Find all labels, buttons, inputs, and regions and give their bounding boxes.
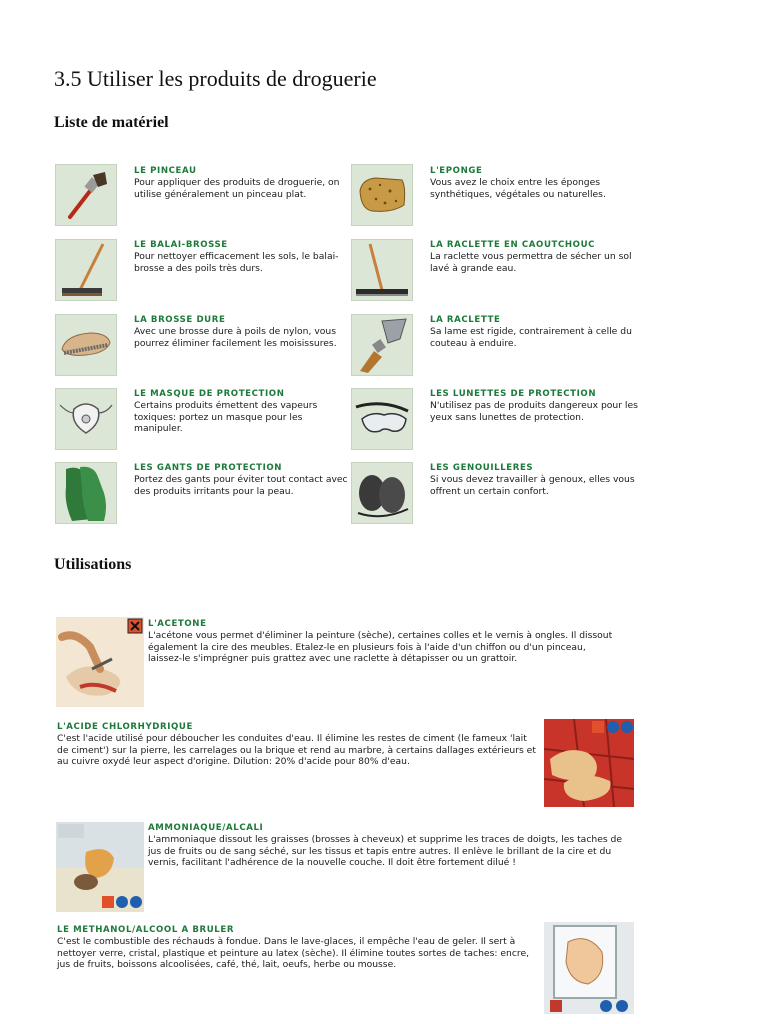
material-description: Pour appliquer des produits de droguerie, on utilise généralement un pinceau plat. [134, 177, 340, 200]
material-item-broom [134, 240, 349, 274]
material-title: LE MASQUE DE PROTECTION [134, 389, 285, 399]
use-item-ammonia [148, 823, 626, 869]
use-description: C'est le combustible des réchauds à fondue. Dans le lave-glaces, il empêche l'eau de geler. Il sert à nettoyer verre, cristal, plastique et peinture au latex (sèche). Il élimine toutes sortes de taches: encre, jus de fruits, boissons alcoolisées, café, thé, lait, oeufs, herbe ou mousse. [57, 936, 530, 971]
material-item-scraper [430, 315, 645, 349]
use-title: L'ACETONE [148, 619, 207, 629]
material-description: Portez des gants pour éviter tout contact avec des produits irritants pour la peau. [134, 474, 348, 497]
material-item-paintbrush [134, 166, 349, 200]
use-title: AMMONIAQUE/ALCALI [148, 823, 264, 833]
scrub-brush-icon [55, 314, 117, 376]
material-description: Vous avez le choix entre les éponges synthétiques, végétales ou naturelles. [430, 177, 606, 200]
material-description: Avec une brosse dure à poils de nylon, vous pourrez éliminer facilement les moisissures. [134, 326, 337, 349]
material-description: Sa lame est rigide, contrairement à celle du couteau à enduire. [430, 326, 632, 349]
material-item-knee-pads [430, 463, 645, 497]
sponge-icon [351, 164, 413, 226]
material-title: LES GANTS DE PROTECTION [134, 463, 283, 473]
goggles-icon [351, 388, 413, 450]
material-title: LE PINCEAU [134, 166, 197, 176]
material-item-squeegee [430, 240, 645, 274]
material-description: La raclette vous permettra de sécher un sol lavé à grande eau. [430, 251, 632, 274]
knee-pads-icon [351, 462, 413, 524]
material-item-scrub-brush [134, 315, 349, 349]
section-heading-materials: Liste de matériel [54, 114, 169, 131]
material-title: L'EPONGE [430, 166, 483, 176]
material-item-mask [134, 389, 349, 435]
material-item-sponge [430, 166, 645, 200]
ammonia-illustration [56, 822, 144, 912]
material-description: N'utilisez pas de produits dangereux pour les yeux sans lunettes de protection. [430, 400, 638, 423]
hydrochloric-acid-illustration [544, 719, 634, 807]
material-title: LA BROSSE DURE [134, 315, 226, 325]
material-description: Pour nettoyer efficacement les sols, le balai-brosse a des poils très durs. [134, 251, 339, 274]
acetone-illustration [56, 617, 144, 707]
use-item-hydrochloric-acid [57, 722, 537, 768]
mask-icon [55, 388, 117, 450]
material-title: LE BALAI-BROSSE [134, 240, 228, 250]
use-title: L'ACIDE CHLORHYDRIQUE [57, 722, 193, 732]
section-heading-uses: Utilisations [54, 556, 132, 573]
use-description: L'acétone vous permet d'éliminer la peinture (sèche), certaines colles et le vernis à ongles. Il dissout également la cire des meubles. Etalez-le en plusieurs fois à l'aide d'un chiffon ou d'un pinceau, laissez-le s'imprégner puis grattez avec une raclette à détapisser ou un grattoir. [148, 630, 613, 665]
material-description: Si vous devez travailler à genoux, elles vous offrent un certain confort. [430, 474, 635, 497]
broom-icon [55, 239, 117, 301]
material-title: LES GENOUILLERES [430, 463, 534, 473]
material-item-goggles [430, 389, 645, 423]
use-item-methanol [57, 925, 537, 971]
material-title: LA RACLETTE [430, 315, 501, 325]
use-title: LE METHANOL/ALCOOL A BRULER [57, 925, 235, 935]
use-description: L'ammoniaque dissout les graisses (brosses à cheveux) et supprime les traces de doigts, les taches de jus de fruits ou de sang séché, sur les tissus et tapis entre autres. Il enlève le brillant de la cire et du vernis, facilitant l'adhérence de la nouvelle couche. Il doit être fortement dilué ! [148, 834, 623, 869]
material-item-gloves [134, 463, 349, 497]
material-description: Certains produits émettent des vapeurs toxiques: portez un masque pour les manipuler. [134, 400, 318, 435]
scraper-icon [351, 314, 413, 376]
squeegee-icon [351, 239, 413, 301]
material-title: LES LUNETTES DE PROTECTION [430, 389, 597, 399]
use-description: C'est l'acide utilisé pour déboucher les conduites d'eau. Il élimine les restes de ciment (le fameux 'lait de ciment') sur la pierre, les carrelages ou la brique et rend au marbre, à certains dallages extérieurs et au cuivre oxydé leur aspect d'origine. Dilution: 20% d'acide pour 80% d'eau. [57, 733, 536, 768]
page-title: 3.5 Utiliser les produits de droguerie [54, 66, 377, 91]
use-item-acetone [148, 619, 618, 665]
gloves-icon [55, 462, 117, 524]
material-title: LA RACLETTE EN CAOUTCHOUC [430, 240, 596, 250]
paintbrush-icon [55, 164, 117, 226]
methanol-illustration [544, 922, 634, 1014]
